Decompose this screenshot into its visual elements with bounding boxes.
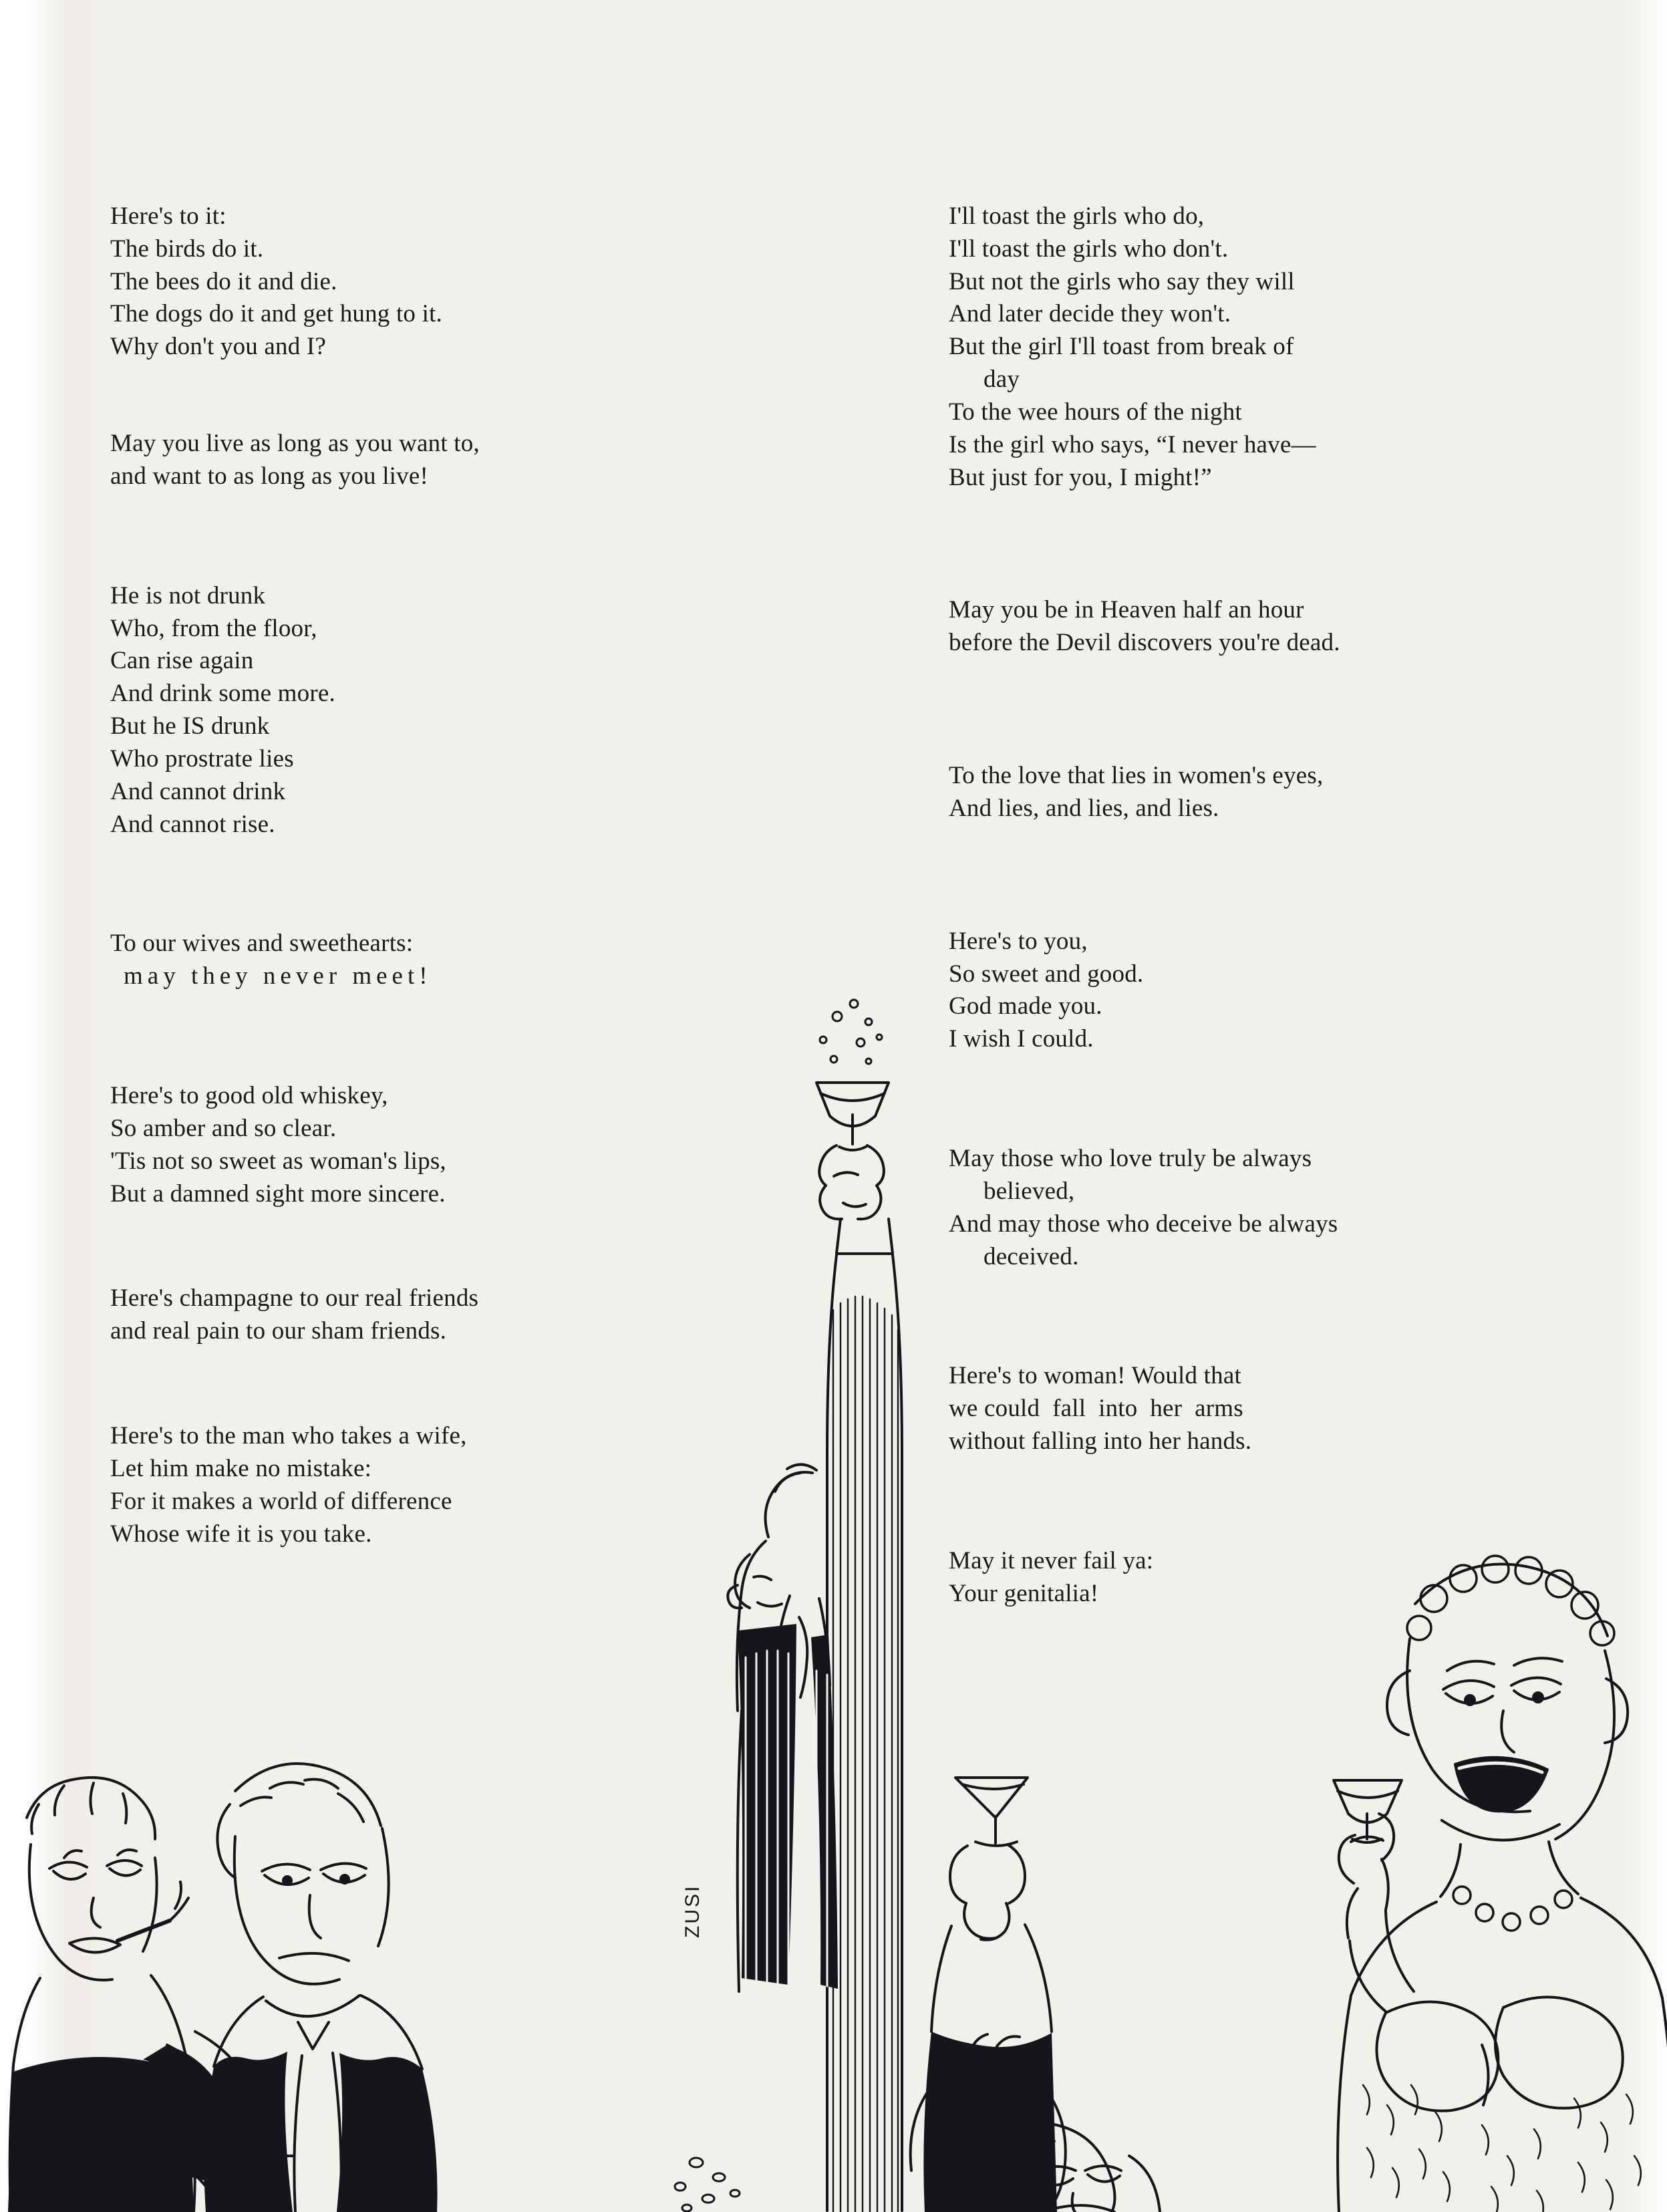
toast-line: And later decide they won't.	[949, 300, 1231, 328]
toast-champagne-real-friends	[110, 1282, 812, 1348]
artist-signature: ZUSI	[681, 1884, 704, 1938]
toast-line: before the Devil discovers you're dead.	[949, 629, 1340, 657]
toast-so-sweet-and-good	[949, 926, 1630, 1056]
toast-line: Here's to good old whiskey,	[110, 1082, 388, 1110]
toast-line: The dogs do it and get hung to it.	[110, 300, 442, 328]
toast-good-old-whiskey	[110, 1080, 812, 1210]
toast-man-takes-a-wife	[110, 1420, 812, 1550]
toast-line: day	[983, 366, 1020, 394]
toast-line: Who, from the floor,	[110, 614, 317, 642]
toast-line: And cannot drink	[110, 777, 286, 805]
toast-line: Can rise again	[110, 647, 254, 675]
toast-line: To the love that lies in women's eyes,	[949, 762, 1324, 790]
toast-birds-bees	[110, 200, 812, 364]
toast-line: Let him make no mistake:	[110, 1454, 372, 1482]
toast-line: And cannot rise.	[110, 810, 275, 838]
toast-line: believed,	[983, 1177, 1075, 1205]
toast-line: May you live as long as you want to,	[110, 430, 480, 458]
toast-live-as-long	[110, 428, 812, 493]
toast-wives-sweethearts	[110, 928, 812, 993]
toast-line: Here's champagne to our real friends	[110, 1284, 479, 1312]
toast-heaven-half-an-hour	[949, 594, 1630, 660]
toast-line: But a damned sight more sincere.	[110, 1180, 446, 1208]
toast-line: and want to as long as you live!	[110, 462, 428, 490]
toast-not-drunk	[110, 580, 812, 841]
toast-line: I wish I could.	[949, 1025, 1094, 1053]
toast-line: To our wives and sweethearts:	[110, 930, 414, 958]
figure-man-in-tuxedo-with-martini	[143, 1764, 438, 2212]
toast-line: To the wee hours of the night	[949, 398, 1242, 426]
toast-line: Whose wife it is you take.	[110, 1520, 372, 1548]
toast-line: may they never meet!	[124, 962, 432, 990]
toast-line: Here's to it:	[110, 202, 226, 230]
spilled-droplets	[675, 2158, 740, 2211]
toast-line: He is not drunk	[110, 581, 266, 609]
toast-line: The birds do it.	[110, 235, 264, 263]
toast-line: But not the girls who say they will	[949, 267, 1295, 295]
figure-reclining-head-bottom-center	[969, 2124, 1160, 2212]
toast-line: May you be in Heaven half an hour	[949, 596, 1304, 624]
right-column	[949, 200, 1630, 1675]
toast-line: 'Tis not so sweet as woman's lips,	[110, 1147, 446, 1175]
toast-line: and real pain to our sham friends.	[110, 1317, 447, 1345]
toast-line: Why don't you and I?	[110, 333, 327, 361]
toast-never-fail-ya	[949, 1545, 1630, 1611]
toast-line: Who prostrate lies	[110, 744, 294, 773]
toast-girls-who-do	[949, 200, 1630, 494]
toast-line: Your genitalia!	[949, 1579, 1099, 1607]
toast-love-that-lies	[949, 760, 1630, 825]
toast-line: But the girl I'll toast from break of	[949, 333, 1294, 361]
toast-line: Here's to you,	[949, 927, 1088, 955]
toast-line: So amber and so clear.	[110, 1114, 337, 1142]
toast-line: Is the girl who says, “I never have—	[949, 430, 1316, 458]
toast-line: Here's to woman! Would that	[949, 1362, 1241, 1390]
toast-line: I'll toast the girls who do,	[949, 202, 1205, 230]
toast-line: For it makes a world of difference	[110, 1487, 452, 1515]
toast-line: So sweet and good.	[949, 960, 1144, 988]
toast-line: But he IS drunk	[110, 712, 270, 740]
toast-line: we could fall into her arms	[949, 1395, 1243, 1423]
toast-line: May those who love truly be always	[949, 1145, 1312, 1173]
toast-line: May it never fail ya:	[949, 1546, 1154, 1574]
figure-bald-man-raising-glass	[911, 1778, 1066, 2212]
toast-line: But just for you, I might!”	[949, 463, 1212, 491]
left-column	[110, 200, 812, 1615]
figure-woman-smoking-with-cocktail	[8, 1778, 258, 2212]
toast-line: without falling into her hands.	[949, 1427, 1252, 1456]
toast-line: The bees do it and die.	[110, 267, 337, 295]
toast-line: God made you.	[949, 992, 1102, 1020]
toast-heres-to-woman	[949, 1360, 1630, 1458]
toast-line: deceived.	[983, 1242, 1079, 1270]
toast-line: And drink some more.	[110, 680, 335, 708]
toast-line: Here's to the man who takes a wife,	[110, 1422, 467, 1450]
toast-line: And lies, and lies, and lies.	[949, 794, 1219, 822]
toast-columns	[0, 200, 1667, 1607]
toast-line: And may those who deceive be always	[949, 1210, 1338, 1238]
toast-line: I'll toast the girls who don't.	[949, 235, 1229, 263]
toast-love-truly-believed	[949, 1143, 1630, 1273]
